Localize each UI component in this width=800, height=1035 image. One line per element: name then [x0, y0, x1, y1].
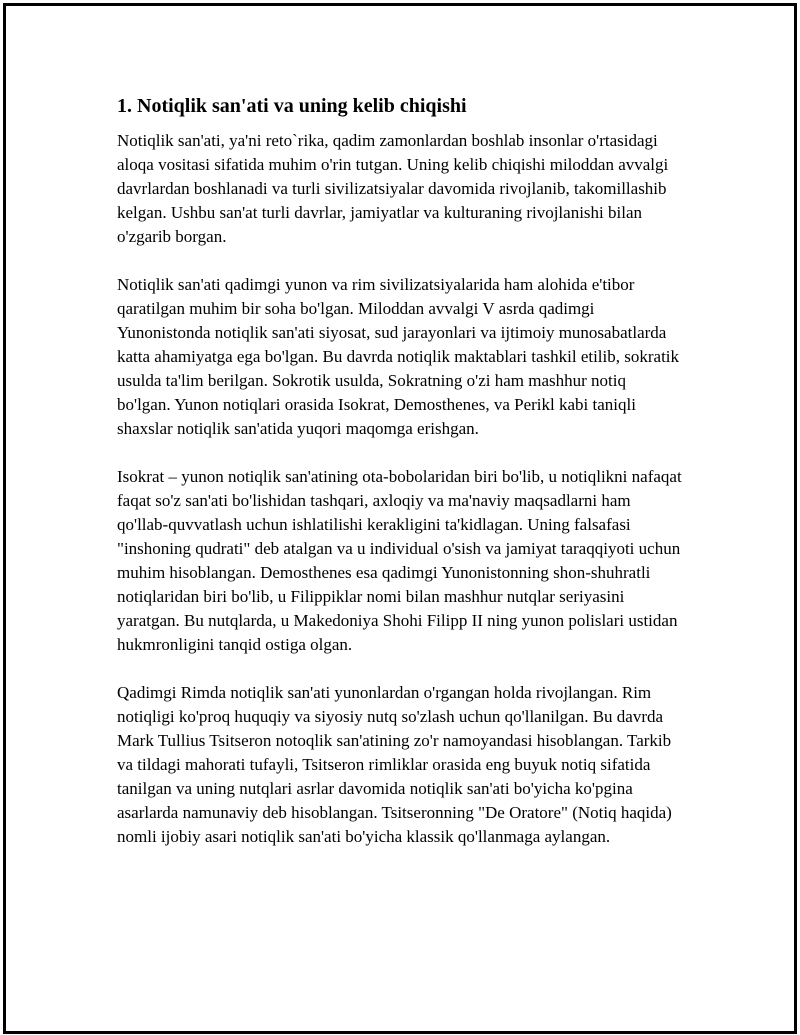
document-body	[117, 92, 683, 873]
section-heading: 1. Notiqlik san'ati va uning kelib chiqishi	[117, 95, 467, 117]
paragraph-4: Qadimgi Rimda notiqlik san'ati yunonlardan o'rgangan holda rivojlangan. Rim notiqligi ko'proq huquqiy va siyosiy nutq so'zlash uchun qo'llanilgan. Bu davrda Mark Tullius Tsitseron notoqlik san'atining zo'r namoyandasi hisoblangan. Tarkib va tildagi mahorati tufayli, Tsitseron rimliklar orasida eng buyuk notiq sifatida tanilgan va uning nutqlari asrlar davomida notiqlik san'ati bo'yicha ko'pgina asarlarda namunaviy deb hisoblangan. Tsitseronning "De Oratore" (Notiq haqida) nomli ijobiy asari notiqlik san'ati bo'yicha klassik qo'llanmaga aylangan.	[117, 683, 672, 846]
paragraph-1: Notiqlik san'ati, ya'ni reto`rika, qadim zamonlardan boshlab insonlar o'rtasidagi aloqa vositasi sifatida muhim o'rin tutgan. Uning kelib chiqishi miloddan avvalgi davrlardan boshlanadi va turli sivilizatsiyalar davomida rivojlanib, takomillashib kelgan. Ushbu san'at turli davrlar, jamiyatlar va kulturaning rivojlanishi bilan o'zgarib borgan.	[117, 131, 669, 246]
paragraph-2: Notiqlik san'ati qadimgi yunon va rim sivilizatsiyalarida ham alohida e'tibor qaratilgan muhim bir soha bo'lgan. Miloddan avvalgi V asrda qadimgi Yunonistonda notiqlik san'ati siyosat, sud jarayonlari va ijtimoiy munosabatlarda katta ahamiyatga ega bo'lgan. Bu davrda notiqlik maktablari tashkil etilib, sokratik usulda ta'lim berilgan. Sokrotik usulda, Sokratning o'zi ham mashhur notiq bo'lgan. Yunon notiqlari orasida Isokrat, Demosthenes, va Perikl kabi taniqli shaxslar notiqlik san'atida yuqori maqomga erishgan.	[117, 275, 680, 438]
paragraph-3: Isokrat – yunon notiqlik san'atining ota-bobolaridan biri bo'lib, u notiqlikni nafaqat faqat so'z san'ati bo'lishidan tashqari, axloqiy va ma'naviy maqsadlarni ham qo'llab-quvvatlash uchun ishlatilishi kerakligini ta'kidlagan. Uning falsafasi "inshoning qudrati" deb atalgan va u individual o'sish va jamiyat taraqqiyoti uchun muhim hisoblangan. Demosthenes esa qadimgi Yunonistonning shon-shuhratli notiqlaridan biri bo'lib, u Filippiklar nomi bilan mashhur nutqlar seriyasini yaratgan. Bu nutqlarda, u Makedoniya Shohi Filipp II ning yunon polislari ustidan hukmronligini tanqid ostiga olgan.	[117, 467, 682, 654]
